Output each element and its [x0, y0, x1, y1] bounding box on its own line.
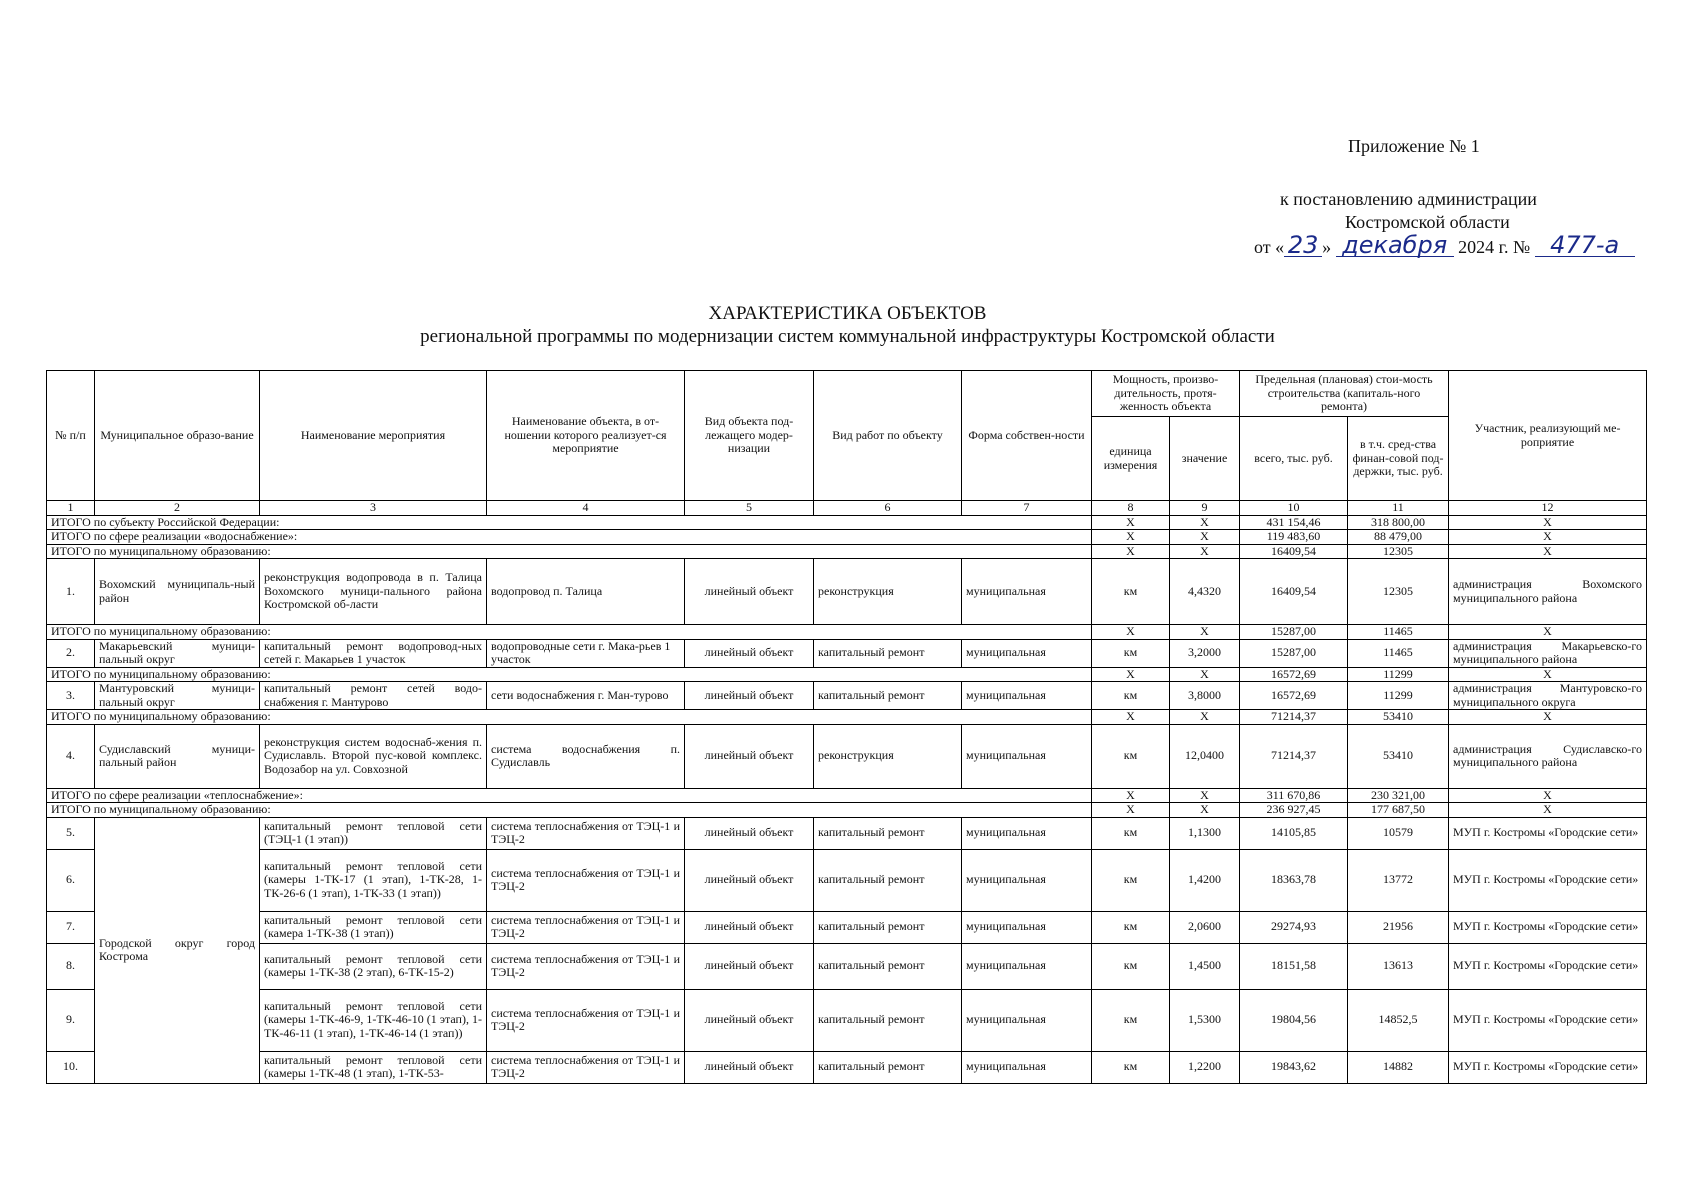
row-value: 1,5300 — [1170, 989, 1240, 1051]
document-subtitle: региональной программы по модернизации систем коммунальной инфраструктуры Костромской области — [420, 326, 1275, 347]
table-row — [47, 1051, 1647, 1083]
total-x: X — [1449, 515, 1647, 530]
total-x: X — [1449, 625, 1647, 640]
total-label: ИТОГО по сфере реализации «теплоснабжение»: — [47, 788, 1092, 803]
row-event: капитальный ремонт тепловой сети (камеры 1-ТК-38 (2 этап), 6-ТК-15-2) — [260, 943, 487, 989]
row-ownership: муниципальная — [962, 1051, 1092, 1083]
appendix-title: Приложение № 1 — [1348, 136, 1480, 156]
col-number: 1 — [47, 501, 95, 516]
row-object: система теплоснабжения от ТЭЦ-1 и ТЭЦ-2 — [487, 1051, 685, 1083]
row-value: 3,2000 — [1170, 639, 1240, 667]
total-x: X — [1170, 544, 1240, 559]
row-ownership: муниципальная — [962, 989, 1092, 1051]
col-number: 2 — [95, 501, 260, 516]
handwritten-day: 23 — [1284, 234, 1322, 257]
row-event: капитальный ремонт тепловой сети (ТЭЦ-1 (1 этап)) — [260, 817, 487, 849]
total-support: 318 800,00 — [1348, 515, 1449, 530]
row-unit: км — [1092, 559, 1170, 625]
row-ownership: муниципальная — [962, 559, 1092, 625]
col-number: 6 — [814, 501, 962, 516]
total-x: X — [1449, 803, 1647, 818]
row-municipality: Макарьевский муници-пальный округ — [95, 639, 260, 667]
document-title: ХАРАКТЕРИСТИКА ОБЪЕКТОВ — [708, 303, 987, 324]
total-x: X — [1092, 530, 1170, 545]
row-unit: км — [1092, 817, 1170, 849]
row-support: 13772 — [1348, 849, 1449, 911]
row-number: 7. — [47, 911, 95, 943]
row-work-type: реконструкция — [814, 559, 962, 625]
row-number: 9. — [47, 989, 95, 1051]
row-participant: МУП г. Костромы «Городские сети» — [1449, 849, 1647, 911]
row-object-type: линейный объект — [685, 911, 814, 943]
header-ownership: Форма собствен-ности — [962, 371, 1092, 501]
total-amount: 119 483,60 — [1240, 530, 1348, 545]
row-unit: км — [1092, 911, 1170, 943]
row-support: 10579 — [1348, 817, 1449, 849]
row-work-type: капитальный ремонт — [814, 849, 962, 911]
total-row-municipality — [47, 625, 1647, 640]
total-row-municipality — [47, 667, 1647, 682]
table-row — [47, 639, 1647, 667]
row-number: 10. — [47, 1051, 95, 1083]
row-participant: МУП г. Костромы «Городские сети» — [1449, 989, 1647, 1051]
total-row-water — [47, 530, 1647, 545]
row-object-type: линейный объект — [685, 1051, 814, 1083]
row-ownership: муниципальная — [962, 724, 1092, 788]
row-work-type: капитальный ремонт — [814, 817, 962, 849]
total-row-heat — [47, 788, 1647, 803]
row-participant: администрация Вохомского муниципального района — [1449, 559, 1647, 625]
total-amount: 236 927,45 — [1240, 803, 1348, 818]
col-number: 7 — [962, 501, 1092, 516]
table-row — [47, 559, 1647, 625]
row-ownership: муниципальная — [962, 911, 1092, 943]
header-total: всего, тыс. руб. — [1240, 417, 1348, 501]
total-label: ИТОГО по муниципальному образованию: — [47, 710, 1092, 725]
total-row-federation — [47, 515, 1647, 530]
total-support: 11465 — [1348, 625, 1449, 640]
total-label: ИТОГО по муниципальному образованию: — [47, 803, 1092, 818]
header-participant: Участник, реализующий ме-роприятие — [1449, 371, 1647, 501]
row-value: 12,0400 — [1170, 724, 1240, 788]
header-object: Наименование объекта, в от-ношении которого реализует-ся мероприятие — [487, 371, 685, 501]
total-x: X — [1092, 544, 1170, 559]
row-ownership: муниципальная — [962, 639, 1092, 667]
row-event: капитальный ремонт тепловой сети (камеры 1-ТК-17 (1 этап), 1-ТК-28, 1-ТК-26-6 (1 этап), 1-ТК-33 (1 этап)) — [260, 849, 487, 911]
total-amount: 16409,54 — [1240, 544, 1348, 559]
total-amount: 431 154,46 — [1240, 515, 1348, 530]
total-x: X — [1170, 667, 1240, 682]
appendix-line2: Костромской области — [1345, 212, 1510, 232]
row-unit: км — [1092, 989, 1170, 1051]
row-participant: МУП г. Костромы «Городские сети» — [1449, 1051, 1647, 1083]
date-year-number-label: 2024 г. № — [1458, 237, 1531, 257]
row-participant: администрация Судиславско-го муниципального района — [1449, 724, 1647, 788]
row-event: реконструкция систем водоснаб-жения п. Судиславль. Второй пус-ковой комплекс. Водозабор на ул. Совхозной — [260, 724, 487, 788]
row-object-type: линейный объект — [685, 682, 814, 710]
total-x: X — [1092, 515, 1170, 530]
row-support: 21956 — [1348, 911, 1449, 943]
row-total: 19804,56 — [1240, 989, 1348, 1051]
row-object-type: линейный объект — [685, 724, 814, 788]
row-number: 5. — [47, 817, 95, 849]
row-value: 2,0600 — [1170, 911, 1240, 943]
row-unit: км — [1092, 943, 1170, 989]
total-x: X — [1170, 710, 1240, 725]
row-event: капитальный ремонт тепловой сети (камеры 1-ТК-46-9, 1-ТК-46-10 (1 этап), 1-ТК-46-11 (1 этап), 1-ТК-46-14 (1 этап)) — [260, 989, 487, 1051]
row-ownership: муниципальная — [962, 849, 1092, 911]
row-object: система теплоснабжения от ТЭЦ-1 и ТЭЦ-2 — [487, 943, 685, 989]
row-value: 1,4200 — [1170, 849, 1240, 911]
row-object: система теплоснабжения от ТЭЦ-1 и ТЭЦ-2 — [487, 849, 685, 911]
row-object: система теплоснабжения от ТЭЦ-1 и ТЭЦ-2 — [487, 911, 685, 943]
total-x: X — [1170, 803, 1240, 818]
row-value: 4,4320 — [1170, 559, 1240, 625]
row-work-type: капитальный ремонт — [814, 911, 962, 943]
total-label: ИТОГО по сфере реализации «водоснабжение»: — [47, 530, 1092, 545]
row-object: сети водоснабжения г. Ман-турово — [487, 682, 685, 710]
column-numbers-row — [47, 501, 1647, 516]
row-number: 6. — [47, 849, 95, 911]
row-object-type: линейный объект — [685, 989, 814, 1051]
header-support: в т.ч. сред-ства финан-совой под-держки, тыс. руб. — [1348, 417, 1449, 501]
date-quote-close: » — [1322, 237, 1332, 257]
appendix-line1: к постановлению администрации — [1280, 189, 1537, 209]
row-event: капитальный ремонт тепловой сети (камеры 1-ТК-48 (1 этап), 1-ТК-53- — [260, 1051, 487, 1083]
total-support: 177 687,50 — [1348, 803, 1449, 818]
total-x: X — [1092, 667, 1170, 682]
row-total: 18151,58 — [1240, 943, 1348, 989]
total-x: X — [1092, 788, 1170, 803]
total-support: 12305 — [1348, 544, 1449, 559]
total-x: X — [1170, 625, 1240, 640]
row-municipality: Мантуровский муници-пальный округ — [95, 682, 260, 710]
row-participant: МУП г. Костромы «Городские сети» — [1449, 911, 1647, 943]
row-total: 18363,78 — [1240, 849, 1348, 911]
row-ownership: муниципальная — [962, 682, 1092, 710]
table-row — [47, 989, 1647, 1051]
header-value: значение — [1170, 417, 1240, 501]
row-number: 8. — [47, 943, 95, 989]
row-total: 29274,93 — [1240, 911, 1348, 943]
row-event: капитальный ремонт тепловой сети (камера 1-ТК-38 (1 этап)) — [260, 911, 487, 943]
date-prefix: от « — [1254, 237, 1285, 257]
row-support: 11465 — [1348, 639, 1449, 667]
total-amount: 311 670,86 — [1240, 788, 1348, 803]
header-event: Наименование мероприятия — [260, 371, 487, 501]
table-row — [47, 724, 1647, 788]
header-num: № п/п — [47, 371, 95, 501]
row-value: 1,4500 — [1170, 943, 1240, 989]
row-number: 1. — [47, 559, 95, 625]
total-amount: 71214,37 — [1240, 710, 1348, 725]
handwritten-month: декабря — [1336, 234, 1454, 257]
row-municipality: Судиславский муници-пальный район — [95, 724, 260, 788]
header-municipality: Муниципальное образо-вание — [95, 371, 260, 501]
row-ownership: муниципальная — [962, 817, 1092, 849]
header-capacity: Мощность, произво-дительность, протя-женность объекта — [1092, 371, 1240, 417]
row-object-type: линейный объект — [685, 943, 814, 989]
total-x: X — [1449, 788, 1647, 803]
row-municipality: Вохомский муниципаль-ный район — [95, 559, 260, 625]
row-support: 11299 — [1348, 682, 1449, 710]
row-work-type: капитальный ремонт — [814, 639, 962, 667]
table-row — [47, 943, 1647, 989]
row-participant: администрация Мантуровско-го муниципального округа — [1449, 682, 1647, 710]
row-number: 3. — [47, 682, 95, 710]
total-label: ИТОГО по муниципальному образованию: — [47, 544, 1092, 559]
row-value: 3,8000 — [1170, 682, 1240, 710]
table-row — [47, 682, 1647, 710]
total-x: X — [1092, 625, 1170, 640]
total-row-municipality — [47, 803, 1647, 818]
total-x: X — [1449, 710, 1647, 725]
total-label: ИТОГО по муниципальному образованию: — [47, 625, 1092, 640]
total-x: X — [1449, 530, 1647, 545]
row-work-type: капитальный ремонт — [814, 989, 962, 1051]
row-object: система водоснабжения п. Судиславль — [487, 724, 685, 788]
row-work-type: капитальный ремонт — [814, 1051, 962, 1083]
total-support: 88 479,00 — [1348, 530, 1449, 545]
row-work-type: капитальный ремонт — [814, 943, 962, 989]
header-cost: Предельная (плановая) стои-мость строительства (капиталь-ного ремонта) — [1240, 371, 1449, 417]
total-x: X — [1449, 544, 1647, 559]
row-object-type: линейный объект — [685, 559, 814, 625]
total-x: X — [1170, 530, 1240, 545]
table-row — [47, 817, 1647, 849]
row-number: 4. — [47, 724, 95, 788]
total-x: X — [1449, 667, 1647, 682]
row-support: 14852,5 — [1348, 989, 1449, 1051]
total-x: X — [1092, 803, 1170, 818]
row-value: 1,1300 — [1170, 817, 1240, 849]
row-object: водопровод п. Талица — [487, 559, 685, 625]
row-total: 16572,69 — [1240, 682, 1348, 710]
row-ownership: муниципальная — [962, 943, 1092, 989]
col-number: 3 — [260, 501, 487, 516]
row-work-type: капитальный ремонт — [814, 682, 962, 710]
row-value: 1,2200 — [1170, 1051, 1240, 1083]
row-object-type: линейный объект — [685, 639, 814, 667]
row-unit: км — [1092, 724, 1170, 788]
appendix-date-line — [1254, 231, 1635, 259]
row-event: реконструкция водопровода в п. Талица Вохомского муници-пального района Костромской об-ласти — [260, 559, 487, 625]
total-label: ИТОГО по муниципальному образованию: — [47, 667, 1092, 682]
total-support: 230 321,00 — [1348, 788, 1449, 803]
row-support: 12305 — [1348, 559, 1449, 625]
row-work-type: реконструкция — [814, 724, 962, 788]
row-support: 53410 — [1348, 724, 1449, 788]
row-total: 19843,62 — [1240, 1051, 1348, 1083]
table-row — [47, 849, 1647, 911]
total-amount: 16572,69 — [1240, 667, 1348, 682]
row-number: 2. — [47, 639, 95, 667]
row-unit: км — [1092, 849, 1170, 911]
row-total: 16409,54 — [1240, 559, 1348, 625]
handwritten-number: 477-а — [1535, 234, 1635, 257]
row-total: 14105,85 — [1240, 817, 1348, 849]
total-support: 11299 — [1348, 667, 1449, 682]
total-row-municipality — [47, 544, 1647, 559]
total-label: ИТОГО по субъекту Российской Федерации: — [47, 515, 1092, 530]
row-object: система теплоснабжения от ТЭЦ-1 и ТЭЦ-2 — [487, 989, 685, 1051]
col-number: 9 — [1170, 501, 1240, 516]
row-event: капитальный ремонт сетей водо-снабжения г. Мантурово — [260, 682, 487, 710]
header-unit: единица измерения — [1092, 417, 1170, 501]
col-number: 11 — [1348, 501, 1449, 516]
total-row-municipality — [47, 710, 1647, 725]
row-total: 71214,37 — [1240, 724, 1348, 788]
col-number: 10 — [1240, 501, 1348, 516]
row-municipality: Городской округ город Кострома — [95, 817, 260, 1083]
row-unit: км — [1092, 1051, 1170, 1083]
objects-table — [46, 370, 1647, 1084]
row-object: система теплоснабжения от ТЭЦ-1 и ТЭЦ-2 — [487, 817, 685, 849]
row-object-type: линейный объект — [685, 817, 814, 849]
total-x: X — [1170, 788, 1240, 803]
row-object-type: линейный объект — [685, 849, 814, 911]
total-x: X — [1092, 710, 1170, 725]
row-participant: МУП г. Костромы «Городские сети» — [1449, 943, 1647, 989]
row-participant: администрация Макарьевско-го муниципального района — [1449, 639, 1647, 667]
row-event: капитальный ремонт водопровод-ных сетей г. Макарьев 1 участок — [260, 639, 487, 667]
total-support: 53410 — [1348, 710, 1449, 725]
row-unit: км — [1092, 639, 1170, 667]
row-unit: км — [1092, 682, 1170, 710]
col-number: 8 — [1092, 501, 1170, 516]
total-amount: 15287,00 — [1240, 625, 1348, 640]
col-number: 12 — [1449, 501, 1647, 516]
total-x: X — [1170, 515, 1240, 530]
row-object: водопроводные сети г. Мака-рьев 1 участок — [487, 639, 685, 667]
row-participant: МУП г. Костромы «Городские сети» — [1449, 817, 1647, 849]
row-total: 15287,00 — [1240, 639, 1348, 667]
col-number: 4 — [487, 501, 685, 516]
row-support: 13613 — [1348, 943, 1449, 989]
header-object-type: Вид объекта под-лежащего модер-низации — [685, 371, 814, 501]
row-support: 14882 — [1348, 1051, 1449, 1083]
header-work-type: Вид работ по объекту — [814, 371, 962, 501]
table-row — [47, 911, 1647, 943]
col-number: 5 — [685, 501, 814, 516]
